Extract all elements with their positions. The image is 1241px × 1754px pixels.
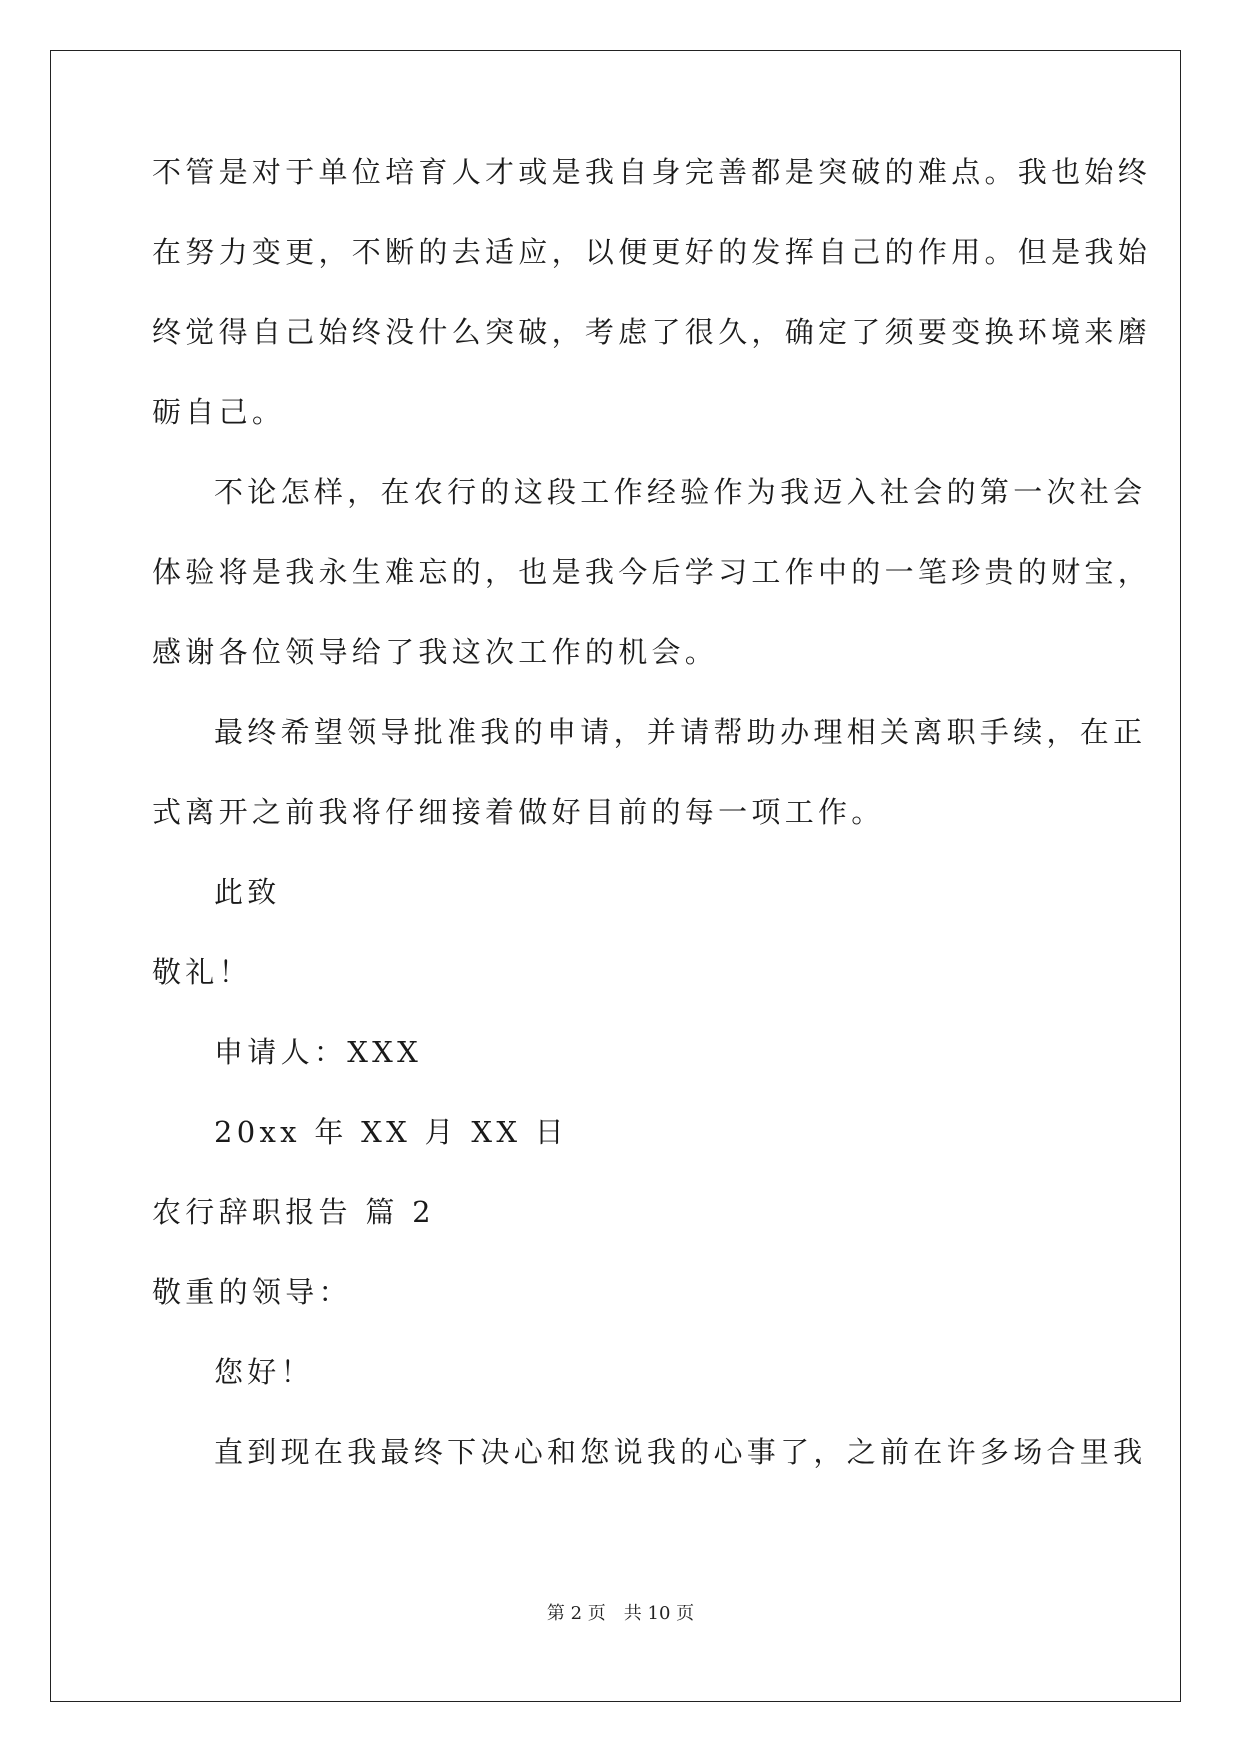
- page-total: 共 10 页: [623, 1603, 695, 1624]
- closing-line: 此致: [214, 875, 281, 909]
- body-line: 不论怎样，在农行的这段工作经验作为我迈入社会的第一次社会: [214, 475, 1147, 509]
- body-line: 感谢各位领导给了我这次工作的机会。: [152, 635, 719, 669]
- greeting-line: 您好！: [214, 1355, 314, 1389]
- body-line: 式离开之前我将仔细接着做好目前的每一项工作。: [152, 795, 885, 829]
- page-footer: [0, 1602, 1241, 1626]
- greeting-line: 敬重的领导：: [152, 1275, 352, 1309]
- page-number: 第 2 页: [546, 1603, 606, 1624]
- body-line: 最终希望领导批准我的申请，并请帮助办理相关离职手续，在正: [214, 715, 1147, 749]
- body-line: 终觉得自己始终没什么突破，考虑了很久，确定了须要变换环境来磨: [152, 315, 1152, 349]
- section-title: 农行辞职报告 篇 2: [152, 1195, 435, 1229]
- date-line: 20xx 年 XX 月 XX 日: [214, 1115, 569, 1149]
- body-line: 不管是对于单位培育人才或是我自身完善都是突破的难点。我也始终: [152, 155, 1152, 189]
- applicant-line: 申请人：XXX: [214, 1035, 423, 1069]
- body-line: 砺自己。: [152, 395, 286, 429]
- body-line: 直到现在我最终下决心和您说我的心事了，之前在许多场合里我: [214, 1435, 1147, 1469]
- body-line: 在努力变更，不断的去适应，以便更好的发挥自己的作用。但是我始: [152, 235, 1152, 269]
- body-line: 体验将是我永生难忘的，也是我今后学习工作中的一笔珍贵的财宝，: [152, 555, 1152, 589]
- salutation-line: 敬礼！: [152, 955, 252, 989]
